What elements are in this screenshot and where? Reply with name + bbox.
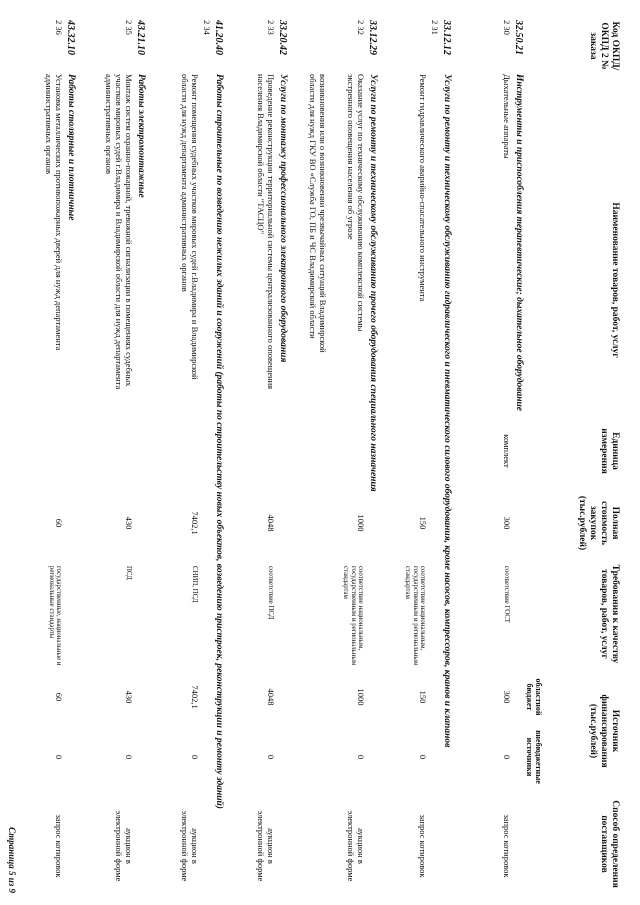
row-code: 33.12.12 2 31 [430,20,452,55]
header-name: Наименование товаров, работ, услуг [610,202,620,358]
header-funding-extra: внебюджетные источники [525,730,543,784]
item-method: аукцион в электронной форме [345,810,366,882]
item-unit: комплект [502,434,512,468]
row-code: 33.20.42 2 33 [266,20,288,55]
item-extra: 0 [54,754,64,760]
section-title: Услуги по ремонту и техническому обслуживанию прочего оборудования специального назначения [368,74,378,492]
item-name: Проведение реконструкции территориальной системы централизованного оповещения населения Владимирской области "ТАСЦО" [255,74,276,390]
item-regional: 4048 [266,688,276,706]
section-title: Услуги по монтажу профессионального электронного оборудования [278,74,288,363]
item-name: Монтаж систем охранно-пожарной, тревожной сигнализации в помещениях судебных участков мировых судей г.Владимира и Владимирской области для нужд департамента административных органов [103,74,134,390]
item-cost: 1000 [356,514,366,532]
item-extra: 0 [418,754,428,760]
item-cost: 7402,1 [190,511,200,535]
section-title: Работы электромонтажные [136,74,146,198]
item-regional: 300 [502,690,512,704]
item-cost: 60 [54,518,64,528]
item-req: соответствие ГОСТ [503,566,510,623]
row-code: 43.32.10 2 36 [54,20,76,55]
item-cost: 150 [418,516,428,530]
header-unit: Единица измерения [599,428,620,474]
header-cost: Полная стоимость закупок (тыс.рублей) [577,495,620,551]
page-number: Страница 5 из 9 [6,827,17,893]
section-title: Работы строительные по возведению нежилых зданий и сооружений (работы по строительству новых объектов, возведению пристроек, реконструкции и ремонту зданий) [214,74,224,809]
item-method: аукцион в электронной форме [255,810,276,882]
item-name: Ремонт гидравлического аварийно-спасательного инструмента [418,74,428,302]
item-req: соответствие национальным, государственным и региональным стандартам [404,566,426,666]
item-req: государственные, национальные и региональные стандарты [47,566,62,666]
item-name-cont: возникновения или о возникновении чрезвычайных ситуаций Владимирской области для нужд ГКУ ВО «Служба ГО, ПБ и ЧС Владимирской области [307,74,328,353]
item-regional: 7402,1 [190,685,200,709]
item-name: Ремонт помещения судебных участков мировых судей г.Владимира и Владимирской области для нужд департамента административных органов [179,74,200,380]
item-method: запрос котировок [54,814,64,878]
item-extra: 0 [190,754,200,760]
item-regional: 1000 [356,688,366,706]
item-cost: 300 [502,516,512,530]
item-cost: 4048 [266,514,276,532]
item-regional: 60 [54,692,64,702]
row-code: 41.20.40 2 34 [202,20,224,55]
item-extra: 0 [502,754,512,760]
header-funding: Источник финансирования (тыс.рублей) [588,694,620,768]
item-req: СНИП, ПСД [191,566,198,603]
header-funding-regional: областной бюджет [525,678,543,716]
item-method: аукцион в электронной форме [179,810,200,882]
item-name: Оказание услуг по техническому обслуживанию комплексной системы экстренного оповещения населения об угрозе [345,74,366,332]
item-req: ПСД [125,566,132,580]
item-regional: 430 [124,690,134,704]
item-method: запрос котировок [502,814,512,878]
row-code: 43.21.10 2 35 [124,20,146,55]
section-title: Инструменты и приспособления терапевтические; дыхательное оборудование [514,74,524,412]
item-req: соответствие ПСД [267,566,274,620]
item-name: Дыхательные аппараты [502,74,512,159]
header-method: Способ определения поставщиков [599,800,620,888]
item-name: Установка металлических противопожарных дверей для нужд департамента административных органов [43,74,64,351]
item-cost: 430 [124,516,134,530]
section-title: Работы столярные и плотничные [66,74,76,221]
row-code: 33.12.29 2 32 [356,20,378,55]
item-req: соответствие национальным, государственным и региональным стандартам [342,566,364,666]
item-extra: 0 [124,754,134,760]
header-req: Требования к качеству товаров, работ, услуг [599,564,620,664]
item-regional: 150 [418,690,428,704]
item-extra: 0 [266,754,276,760]
item-extra: 0 [356,754,366,760]
header-code: Код ОКПД/ ОКПД 2 № заказа [588,21,620,71]
row-code: 32.50.21 2 30 [502,20,524,55]
item-method: аукцион в электронной форме [113,810,134,882]
item-method: запрос котировок [418,814,428,878]
section-title: Услуги по ремонту и техническому обслуживанию гидравлического и пневматического силового оборудования, кроме насосов, компрессоров, кранов и клапанов [442,74,452,748]
